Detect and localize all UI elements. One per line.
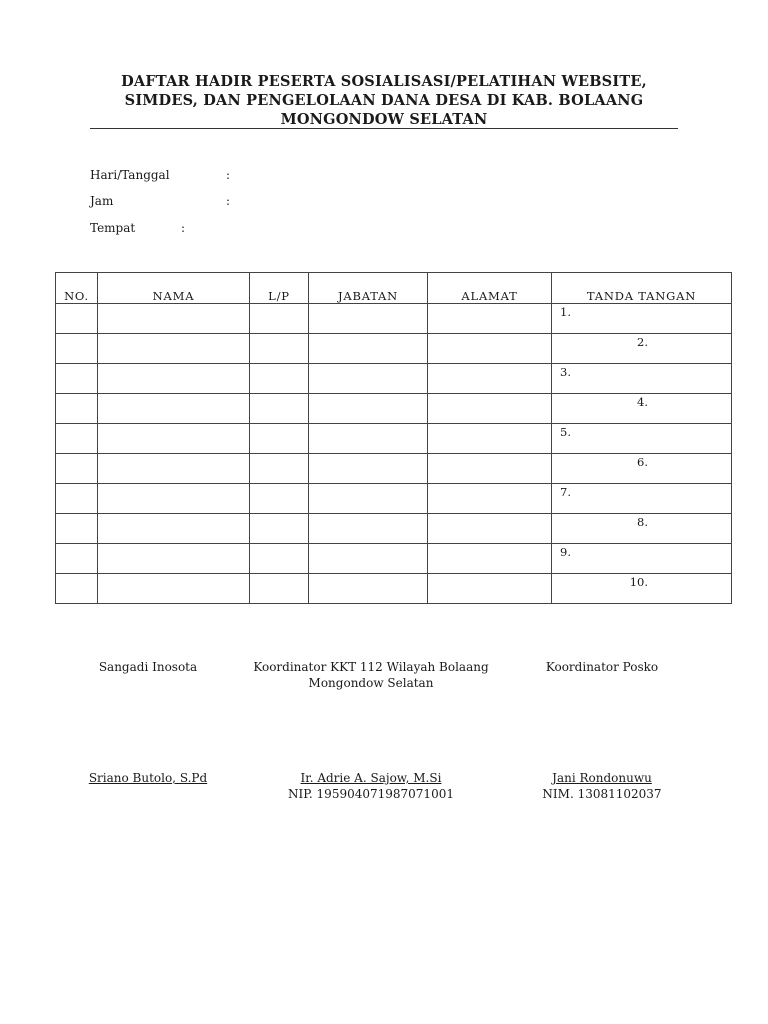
signatory-id: NIP. 195904071987071001: [288, 787, 454, 801]
cell-signature: [552, 544, 732, 574]
table-row: [56, 334, 732, 364]
cell-nama: [98, 424, 250, 454]
cell-no: [56, 544, 98, 574]
cell-lp: [250, 304, 309, 334]
cell-jabatan: [309, 574, 428, 604]
cell-jabatan: [309, 454, 428, 484]
cell-jabatan: [309, 424, 428, 454]
signature-number: 10.: [629, 575, 648, 589]
cell-jabatan: [309, 334, 428, 364]
cell-no: [56, 334, 98, 364]
cell-alamat: [428, 514, 552, 544]
signature-number: 1.: [560, 305, 571, 319]
cell-no: [56, 574, 98, 604]
table-row: [56, 574, 732, 604]
cell-nama: [98, 544, 250, 574]
title-line-1: DAFTAR HADIR PESERTA SOSIALISASI/PELATIHAN WEBSITE,: [121, 73, 647, 90]
cell-no: [56, 394, 98, 424]
cell-jabatan: [309, 544, 428, 574]
cell-nama: [98, 514, 250, 544]
signatory-role: Koordinator Posko: [545, 660, 659, 674]
table-header-row: [56, 273, 732, 304]
header-nama: NAMA: [98, 273, 250, 304]
cell-nama: [98, 364, 250, 394]
cell-signature: [552, 394, 732, 424]
table-row: [56, 514, 732, 544]
header-alamat: ALAMAT: [428, 273, 552, 304]
cell-lp: [250, 544, 309, 574]
table-row: [56, 424, 732, 454]
header-no: NO.: [56, 273, 98, 304]
info-label-place: Tempat: [90, 221, 136, 235]
signature-number: 3.: [560, 365, 571, 379]
cell-jabatan: [309, 304, 428, 334]
cell-nama: [98, 574, 250, 604]
info-label-time: Jam: [90, 194, 114, 208]
cell-no: [56, 454, 98, 484]
cell-nama: [98, 394, 250, 424]
signature-number: 9.: [560, 545, 571, 559]
table-row: [56, 454, 732, 484]
cell-lp: [250, 364, 309, 394]
document-title: [90, 72, 678, 129]
cell-nama: [98, 454, 250, 484]
cell-alamat: [428, 574, 552, 604]
signatory-name: Jani Rondonuwu: [552, 771, 652, 785]
header-tanda-tangan: TANDA TANGAN: [552, 273, 732, 304]
header-lp: L/P: [250, 273, 309, 304]
cell-lp: [250, 514, 309, 544]
cell-nama: [98, 334, 250, 364]
header-jabatan: JABATAN: [309, 273, 428, 304]
cell-alamat: [428, 544, 552, 574]
cell-signature: [552, 454, 732, 484]
cell-alamat: [428, 424, 552, 454]
title-line-3: MONGONDOW SELATAN: [280, 111, 488, 128]
cell-lp: [250, 394, 309, 424]
cell-alamat: [428, 484, 552, 514]
info-label-date: Hari/Tanggal: [90, 168, 170, 182]
cell-jabatan: [309, 364, 428, 394]
cell-alamat: [428, 364, 552, 394]
table-row: [56, 304, 732, 334]
cell-no: [56, 364, 98, 394]
signature-number: 7.: [560, 485, 571, 499]
cell-nama: [98, 484, 250, 514]
table-row: [56, 484, 732, 514]
table-row: [56, 364, 732, 394]
signatory-kkt-coordinator: [240, 659, 502, 691]
cell-jabatan: [309, 514, 428, 544]
attendance-table: [55, 272, 732, 604]
cell-lp: [250, 484, 309, 514]
cell-lp: [250, 334, 309, 364]
cell-signature: [552, 424, 732, 454]
signatory-post-coordinator-name-block: [527, 770, 677, 802]
signatory-village-head-name-block: [78, 770, 218, 786]
cell-signature: [552, 304, 732, 334]
cell-signature: [552, 514, 732, 544]
cell-alamat: [428, 304, 552, 334]
cell-signature: [552, 484, 732, 514]
signatory-name: Ir. Adrie A. Sajow, M.Si: [300, 771, 442, 785]
info-colon-time: :: [226, 194, 231, 208]
signature-number: 4.: [637, 395, 648, 409]
cell-nama: [98, 304, 250, 334]
info-colon-date: :: [226, 168, 231, 182]
table-row: [56, 394, 732, 424]
cell-alamat: [428, 394, 552, 424]
signature-number: 2.: [637, 335, 648, 349]
cell-jabatan: [309, 394, 428, 424]
signatory-post-coordinator: [527, 659, 677, 675]
cell-jabatan: [309, 484, 428, 514]
cell-lp: [250, 424, 309, 454]
cell-alamat: [428, 454, 552, 484]
cell-signature: [552, 574, 732, 604]
signatory-role: Koordinator KKT 112 Wilayah Bolaang Mongondow Selatan: [253, 660, 489, 690]
signatory-kkt-coordinator-name-block: [240, 770, 502, 802]
table-row: [56, 544, 732, 574]
cell-alamat: [428, 334, 552, 364]
signature-number: 5.: [560, 425, 571, 439]
signatory-id: NIM. 13081102037: [542, 787, 662, 801]
cell-signature: [552, 334, 732, 364]
signature-number: 6.: [637, 455, 648, 469]
info-colon-place: :: [181, 221, 186, 235]
signatory-name: Sriano Butolo, S.Pd: [88, 771, 208, 785]
cell-lp: [250, 454, 309, 484]
cell-no: [56, 304, 98, 334]
signatory-role: Sangadi Inosota: [98, 660, 198, 674]
cell-no: [56, 484, 98, 514]
cell-no: [56, 424, 98, 454]
signatory-village-head: [78, 659, 218, 675]
title-line-2: SIMDES, DAN PENGELOLAAN DANA DESA DI KAB. BOLAANG: [124, 92, 644, 109]
title-underline: [90, 128, 678, 129]
cell-no: [56, 514, 98, 544]
signature-number: 8.: [637, 515, 648, 529]
cell-signature: [552, 364, 732, 394]
cell-lp: [250, 574, 309, 604]
